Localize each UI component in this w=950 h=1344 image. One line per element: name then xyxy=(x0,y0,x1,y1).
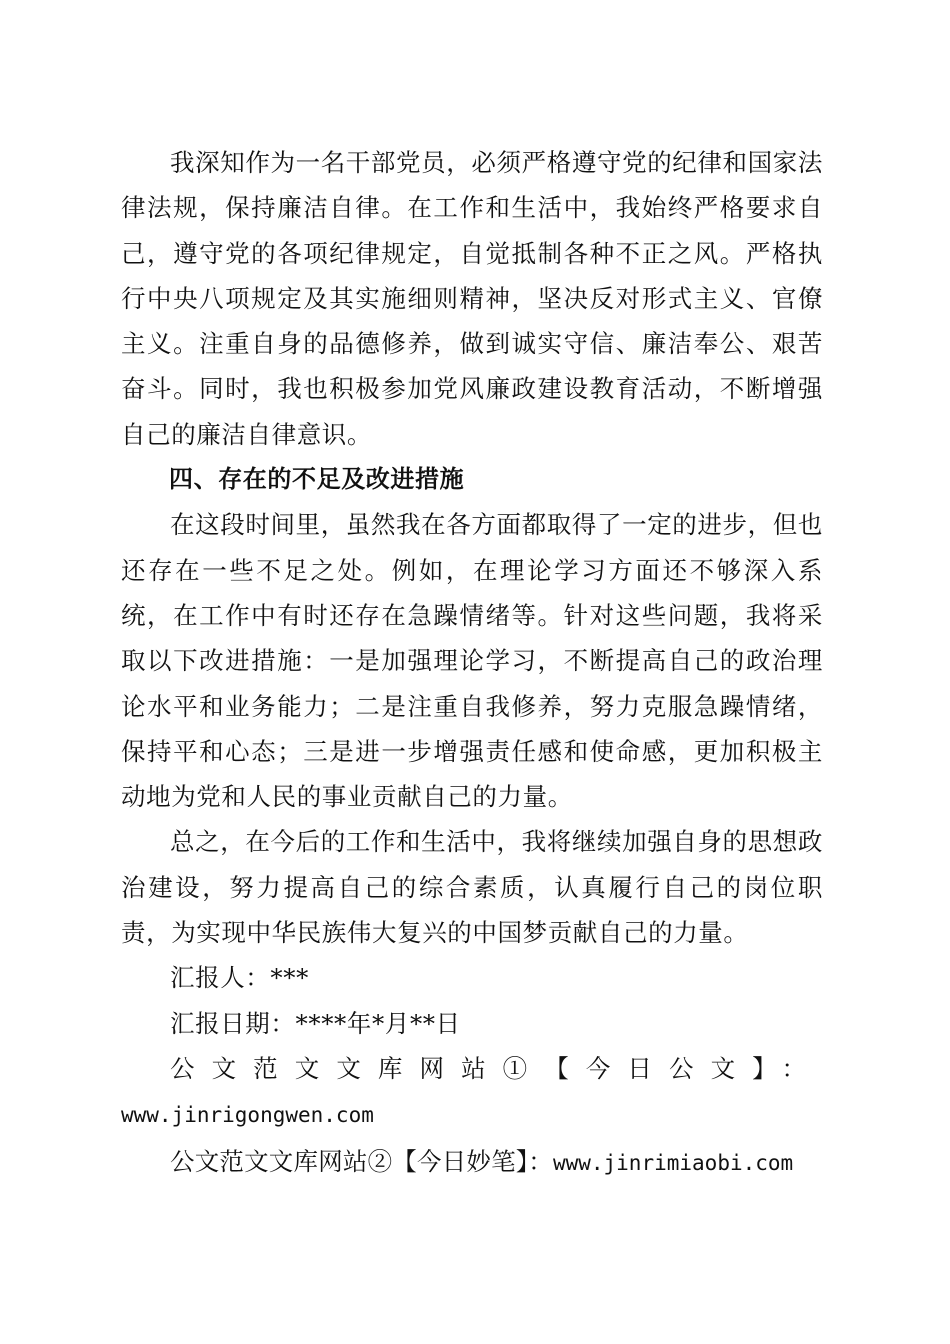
footer-site-2 xyxy=(121,1139,823,1186)
footer-site-2-label: 公文范文文库网站②【今日妙笔】： xyxy=(170,1146,553,1176)
section-heading: 四、存在的不足及改进措施 xyxy=(169,465,465,494)
footer-site-1 xyxy=(121,1046,823,1139)
paragraph-shortcomings: 在这段时间里，虽然我在各方面都取得了一定的进步，但也还存在一些不足之处。例如，在理论学习方面还不够深入系统，在工作中有时还存在急躁情绪等。针对这些问题，我将采取以下改进措施：一是加强理论学习，不断提高自己的政治理论水平和业务能力；二是注重自我修养，努力克服急躁情绪，保持平和心态；三是进一步增强责任感和使命感，更加积极主动地为党和人民的事业贡献自己的力量。 xyxy=(121,510,823,812)
footer-site-1-url[interactable]: www.jinrigongwen.com xyxy=(121,1103,374,1128)
report-date-line: 汇报日期：****年*月**日 xyxy=(170,1008,461,1038)
footer-site-2-url[interactable]: www.jinrimiaobi.com xyxy=(552,1150,794,1175)
footer-site-1-label: 公文范文文库网站①【今日公文】： xyxy=(170,1053,823,1083)
document-page xyxy=(121,140,823,1186)
paragraph-discipline: 我深知作为一名干部党员，必须严格遵守党的纪律和国家法律法规，保持廉洁自律。在工作和生活中，我始终严格要求自己，遵守党的各项纪律规定，自觉抵制各种不正之风。严格执行中央八项规定及其实施细则精神，坚决反对形式主义、官僚主义。注重自身的品德修养，做到诚实守信、廉洁奉公、艰苦奋斗。同时，我也积极参加党风廉政建设教育活动，不断增强自己的廉洁自律意识。 xyxy=(121,148,823,449)
reporter-line: 汇报人：*** xyxy=(170,963,309,993)
paragraph-conclusion: 总之，在今后的工作和生活中，我将继续加强自身的思想政治建设，努力提高自己的综合素质，认真履行自己的岗位职责，为实现中华民族伟大复兴的中国梦贡献自己的力量。 xyxy=(121,827,823,948)
